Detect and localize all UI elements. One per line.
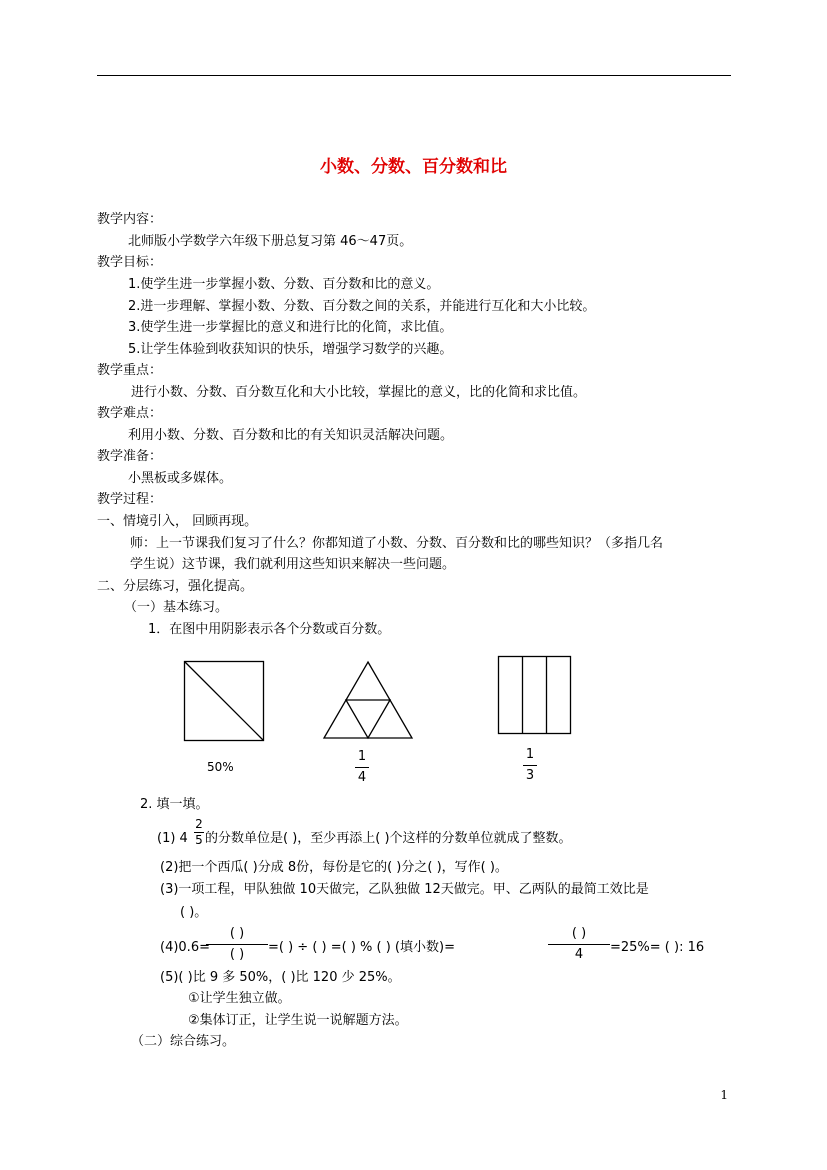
- instruction-step-2: ②集体订正，让学生说一说解题方法。: [188, 1013, 408, 1028]
- q2-1-fraction: [194, 817, 204, 848]
- q2-4-fraction-2-numerator: ( ): [571, 926, 587, 941]
- figure-3-fraction: [523, 746, 537, 785]
- heading-goals: 教学目标：: [97, 255, 163, 270]
- figure-2-fraction: [355, 748, 369, 787]
- difficulty-text: 利用小数、分数、百分数和比的有关知识灵活解决问题。: [128, 428, 454, 443]
- question-1: 1．在图中用阴影表示各个分数或百分数。: [148, 622, 391, 637]
- figure-1-label: 50%: [207, 760, 234, 774]
- figure-3-denominator: 3: [525, 768, 535, 783]
- q2-4-fraction-1-numerator: ( ): [229, 926, 245, 941]
- figure-2-denominator: 4: [357, 770, 367, 785]
- q2-1-denominator: 5: [195, 833, 203, 847]
- q2-4-fraction-2: [548, 925, 610, 964]
- content-text: 北师版小学数学六年级下册总复习第 46～47页。: [128, 234, 413, 249]
- q2-4-part-a: (4)0.6=: [160, 940, 210, 955]
- q2-4-fraction-2-denominator: 4: [574, 947, 584, 962]
- heading-content: 教学内容：: [97, 212, 163, 227]
- q2-4-part-b: =( ) ÷ ( ) =( ) % ( ) (填小数)=: [268, 940, 455, 955]
- process-step-1: 一、情境引入， 回顾再现。: [97, 514, 258, 529]
- key-text: 进行小数、分数、百分数互化和大小比较，掌握比的意义，比的化简和求比值。: [131, 385, 587, 400]
- q2-1-prefix: (1) 4: [157, 831, 188, 846]
- q2-2: (2)把一个西瓜( )分成 8份，每份是它的( )分之( )，写作( )。: [160, 860, 508, 875]
- figure-2-numerator: 1: [357, 749, 367, 764]
- goal-3: 3.使学生进一步掌握比的意义和进行比的化简，求比值。: [128, 320, 453, 335]
- q2-5: (5)( )比 9 多 50%，( )比 120 少 25%。: [160, 970, 401, 985]
- process-step-2: 二、分层练习，强化提高。: [97, 579, 254, 594]
- q2-3-line2: ( )。: [180, 905, 208, 920]
- instruction-step-1: ①让学生独立做。: [188, 991, 291, 1006]
- heading-prep: 教学准备：: [97, 449, 163, 464]
- q2-4-part-c: =25%= ( ): 16: [610, 940, 705, 955]
- header-rule: [97, 75, 731, 76]
- page-number: 1: [720, 1088, 728, 1102]
- q2-3-line1: (3)一项工程，甲队独做 10天做完，乙队独做 12天做完。甲、乙两队的最简工效比是: [160, 882, 649, 897]
- heading-key: 教学重点：: [97, 363, 163, 378]
- prep-text: 小黑板或多媒体。: [128, 471, 233, 486]
- question-2: 2. 填一填。: [140, 797, 209, 812]
- q2-1-text: 的分数单位是( )，至少再添上( )个这样的分数单位就成了整数。: [205, 831, 572, 846]
- comprehensive-practice-heading: （二）综合练习。: [131, 1034, 236, 1049]
- goal-4: 5.让学生体验到收获知识的快乐，增强学习数学的兴趣。: [128, 342, 453, 357]
- rectangle-diagram: [497, 655, 573, 735]
- q2-1-numerator: 2: [195, 817, 203, 831]
- goal-2: 2.进一步理解、掌握小数、分数、百分数之间的关系，并能进行互化和大小比较。: [128, 299, 596, 314]
- goal-1: 1.使学生进一步掌握小数、分数、百分数和比的意义。: [128, 277, 440, 292]
- triangle-diagram: [322, 660, 414, 740]
- process-step-1-text-line1: 师：上一节课我们复习了什么？你都知道了小数、分数、百分数和比的哪些知识？（多指几名: [130, 536, 664, 551]
- q2-4-fraction-1-denominator: ( ): [229, 947, 245, 962]
- heading-process: 教学过程：: [97, 492, 163, 507]
- process-step-1-text-line2: 学生说）这节课，我们就利用这些知识来解决一些问题。: [130, 557, 456, 572]
- heading-difficulty: 教学难点：: [97, 406, 163, 421]
- basic-practice-heading: （一）基本练习。: [124, 600, 229, 615]
- q2-4-fraction-1: [206, 925, 268, 964]
- page-title: 小数、分数、百分数和比: [320, 157, 507, 177]
- square-diagram: [183, 660, 265, 742]
- figure-3-numerator: 1: [525, 747, 535, 762]
